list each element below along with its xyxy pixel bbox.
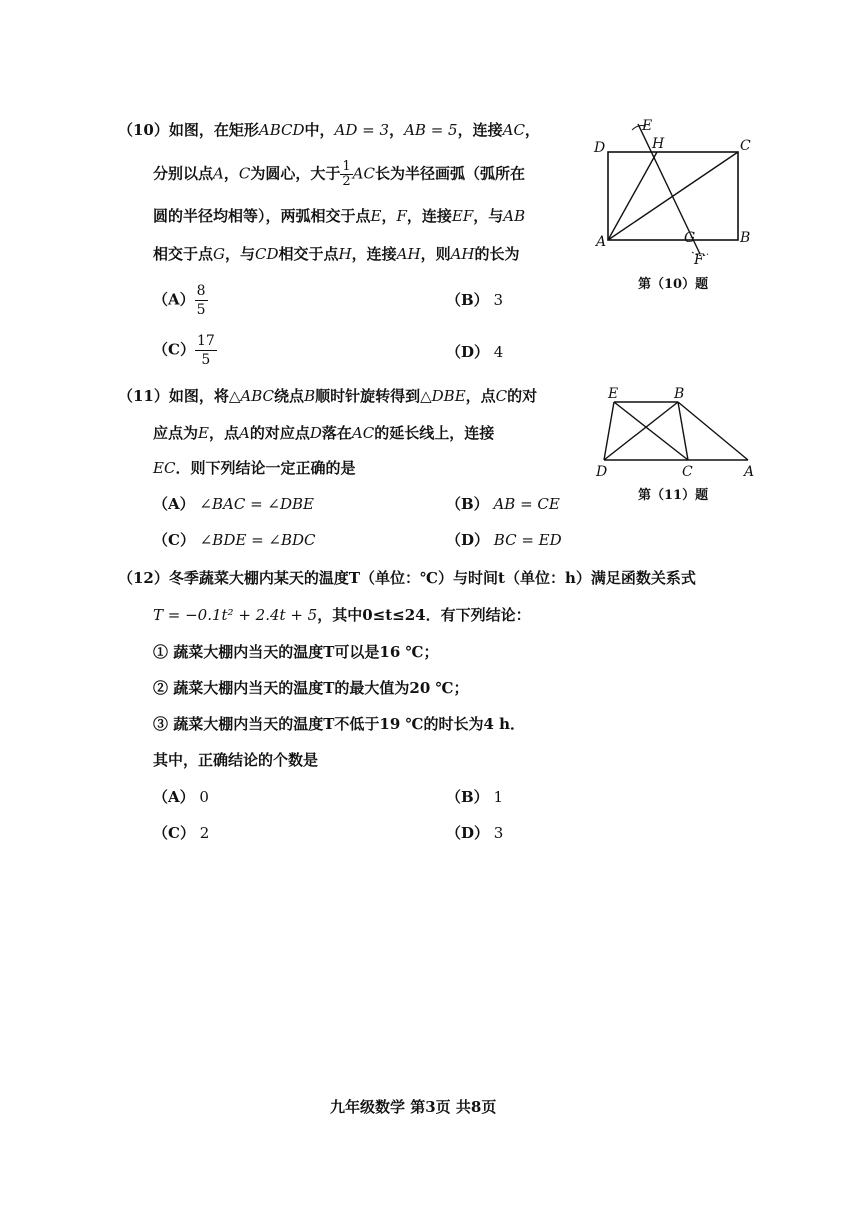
page-footer: 九年级数学 第3页 共8页 bbox=[330, 1098, 497, 1116]
segment-ed bbox=[604, 402, 614, 460]
q12-conclusion-3: ③ 蔬菜大棚内当天的温度T不低于19 ℃的时长为4 h． bbox=[153, 715, 526, 733]
q11-option-c[interactable]: （C） ∠BDE = ∠BDC bbox=[153, 531, 316, 549]
label-f: F bbox=[694, 252, 704, 268]
q11-figure-caption: 第（11）题 bbox=[638, 488, 709, 503]
q12-option-c[interactable]: （C） 2 bbox=[153, 824, 210, 842]
q10-option-d[interactable]: （D） 4 bbox=[446, 343, 504, 361]
q11-line-3: EC．则下列结论一定正确的是 bbox=[153, 459, 356, 477]
q12-line-1: （12）冬季蔬菜大棚内某天的温度T（单位：℃）与时间t（单位：h）满足函数关系式 bbox=[118, 569, 696, 587]
q11-figure bbox=[592, 382, 762, 482]
q10-line-3: 圆的半径均相等），两弧相交于点E，F，连接EF，与AB bbox=[153, 207, 526, 225]
label-e: E bbox=[608, 386, 619, 402]
q10-figure-caption: 第（10）题 bbox=[638, 277, 709, 292]
q11-option-a[interactable]: （A） ∠BAC = ∠DBE bbox=[153, 495, 314, 513]
q12-option-a[interactable]: （A） 0 bbox=[153, 788, 209, 806]
q10-figure bbox=[590, 112, 760, 272]
q10-option-b[interactable]: （B） 3 bbox=[446, 291, 504, 309]
q11-option-b[interactable]: （B） AB = CE bbox=[446, 495, 560, 513]
label-a: A bbox=[744, 464, 755, 480]
q11-option-d[interactable]: （D） BC = ED bbox=[446, 531, 562, 549]
q12-line-2: T = −0.1t² + 2.4t + 5，其中0≤t≤24．有下列结论： bbox=[153, 606, 531, 624]
q12-conclusion-1: ① 蔬菜大棚内当天的温度T可以是16 ℃； bbox=[153, 643, 439, 661]
label-c: C bbox=[682, 464, 693, 480]
segment-bc bbox=[678, 402, 688, 460]
option-a-fraction: $\frac{8}{5}$ bbox=[196, 283, 206, 318]
label-a: A bbox=[596, 234, 607, 250]
label-b: B bbox=[674, 386, 685, 402]
label-e: E bbox=[642, 118, 653, 134]
option-c-fraction: $\frac{17}{5}$ bbox=[196, 333, 215, 368]
q10-line-2: 分别以点A，C为圆心，大于 $\frac{1}{2}$ AC长为半径画弧（弧所在 bbox=[153, 159, 525, 189]
q10-line-1: （10）如图，在矩形ABCD中，AD = 3，AB = 5，连接AC， bbox=[118, 121, 540, 139]
fraction-one-half: $\frac{1}{2}$ bbox=[342, 159, 351, 189]
label-d: D bbox=[596, 464, 608, 480]
q10-option-a[interactable]: （A） $\frac{8}{5}$ bbox=[153, 283, 206, 318]
label-d: D bbox=[594, 140, 606, 156]
label-b: B bbox=[740, 230, 751, 246]
q12-prompt: 其中，正确结论的个数是 bbox=[153, 751, 319, 769]
q10-line-4: 相交于点G，与CD相交于点H，连接AH，则AH的长为 bbox=[153, 245, 520, 263]
segment-ba bbox=[678, 402, 748, 460]
segment-ah bbox=[608, 152, 657, 240]
q10-option-c[interactable]: （C） $\frac{17}{5}$ bbox=[153, 333, 215, 368]
label-h: H bbox=[652, 136, 665, 152]
q11-line-2: 应点为E，点A的对应点D落在AC的延长线上，连接 bbox=[153, 424, 495, 442]
segment-ec bbox=[614, 402, 688, 460]
q12-option-b[interactable]: （B） 1 bbox=[446, 788, 504, 806]
label-g: G bbox=[684, 230, 696, 246]
label-c: C bbox=[740, 138, 751, 154]
q12-option-d[interactable]: （D） 3 bbox=[446, 824, 504, 842]
q12-conclusion-2: ② 蔬菜大棚内当天的温度T的最大值为20 ℃； bbox=[153, 679, 469, 697]
q11-line-1: （11）如图，将△ABC绕点B顺时针旋转得到△DBE，点C的对 bbox=[118, 387, 538, 405]
segment-bd bbox=[604, 402, 678, 460]
